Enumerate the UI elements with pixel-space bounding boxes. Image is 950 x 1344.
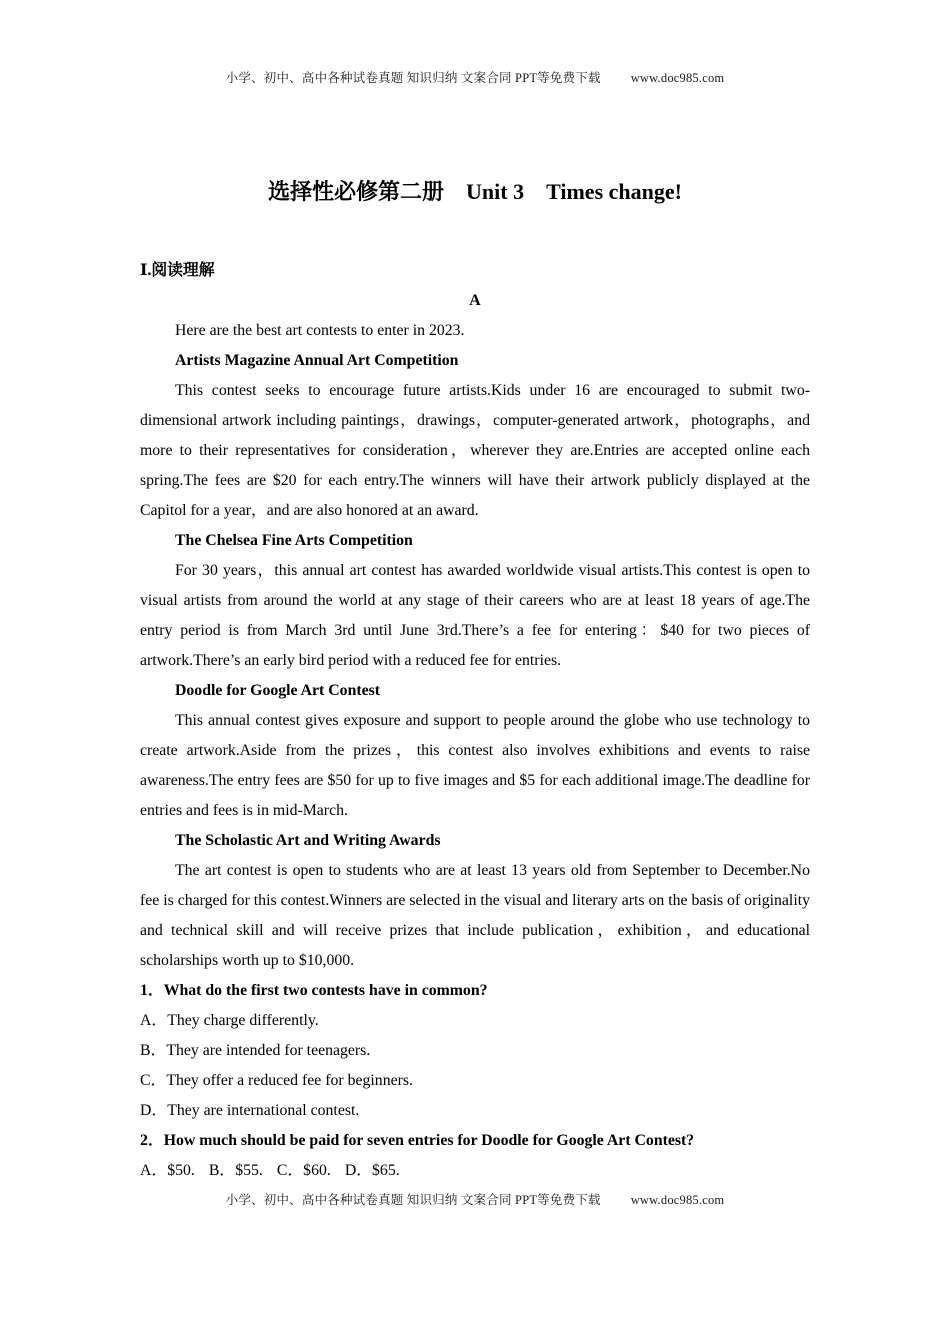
question-1-option-d: D．They are international contest. bbox=[140, 1102, 360, 1119]
page-footer bbox=[0, 1190, 950, 1208]
contest-3-body: This annual contest gives exposure and support to people around the globe who use technology to create artwork.Aside from the prizes，this contest also involves exhibitions and events to raise awareness.The entry fees are $50 for up to five images and $5 for each additional image.The deadline for entries and fees is in mid-March. bbox=[140, 712, 810, 819]
header-url: www.doc985.com bbox=[630, 71, 725, 85]
question-1-option-b: B．They are intended for teenagers. bbox=[140, 1042, 371, 1059]
question-2-stem: 2．How much should be paid for seven entries for Doodle for Google Art Contest? bbox=[140, 1132, 695, 1149]
contest-4-body: The art contest is open to students who are at least 13 years old from September to December.No fee is charged for this contest.Winners are selected in the visual and literary arts on the basis of originality and technical skill and will receive prizes that include publication，exhibition，and educational scholarships worth up to $10,000. bbox=[140, 862, 810, 969]
document-content bbox=[140, 0, 810, 1186]
contest-1-heading: Artists Magazine Annual Art Competition bbox=[175, 352, 459, 369]
question-2 bbox=[140, 1126, 810, 1186]
question-2-option-b: B．$55. bbox=[208, 1162, 263, 1179]
question-2-option-c: C．$60. bbox=[276, 1162, 331, 1179]
question-2-options bbox=[140, 1156, 810, 1186]
footer-text: 小学、初中、高中各种试卷真题 知识归纳 文案合同 PPT等免费下载 bbox=[225, 1193, 601, 1207]
footer-url: www.doc985.com bbox=[630, 1193, 725, 1207]
contest-2-heading: The Chelsea Fine Arts Competition bbox=[175, 532, 413, 549]
question-2-option-d: D．$65. bbox=[344, 1162, 400, 1179]
contest-4-heading: The Scholastic Art and Writing Awards bbox=[175, 832, 441, 849]
question-1 bbox=[140, 976, 810, 1126]
question-2-option-a: A．$50. bbox=[140, 1162, 195, 1179]
passage-label: A bbox=[469, 292, 481, 309]
header-text: 小学、初中、高中各种试卷真题 知识归纳 文案合同 PPT等免费下载 bbox=[225, 71, 601, 85]
question-1-option-c: C．They offer a reduced fee for beginners. bbox=[140, 1072, 413, 1089]
contest-1-body: This contest seeks to encourage future artists.Kids under 16 are encouraged to submit two-dimensional artwork including paintings，drawings，computer-generated artwork，photographs，and more to their representatives for consideration，wherever they are.Entries are accepted online each spring.The fees are $20 for each entry.The winners will have their artwork publicly displayed at the Capitol for a year，and are also honored at an award. bbox=[140, 382, 810, 519]
page-title: 选择性必修第二册 Unit 3 Times change! bbox=[268, 179, 682, 204]
question-1-option-a: A．They charge differently. bbox=[140, 1012, 319, 1029]
contest-3-heading: Doodle for Google Art Contest bbox=[175, 682, 381, 699]
passage-intro: Here are the best art contests to enter in 2023. bbox=[175, 322, 465, 339]
question-1-stem: 1．What do the first two contests have in common? bbox=[140, 982, 488, 999]
section-heading: Ⅰ.阅读理解 bbox=[140, 262, 215, 279]
contest-2-body: For 30 years，this annual art contest has awarded worldwide visual artists.This contest is open to visual artists from around the world at any stage of their careers who are at least 18 years of age.The entry period is from March 3rd until June 3rd.There’s a fee for entering：$40 for two pieces of artwork.There’s an early bird period with a reduced fee for entries. bbox=[140, 562, 810, 669]
